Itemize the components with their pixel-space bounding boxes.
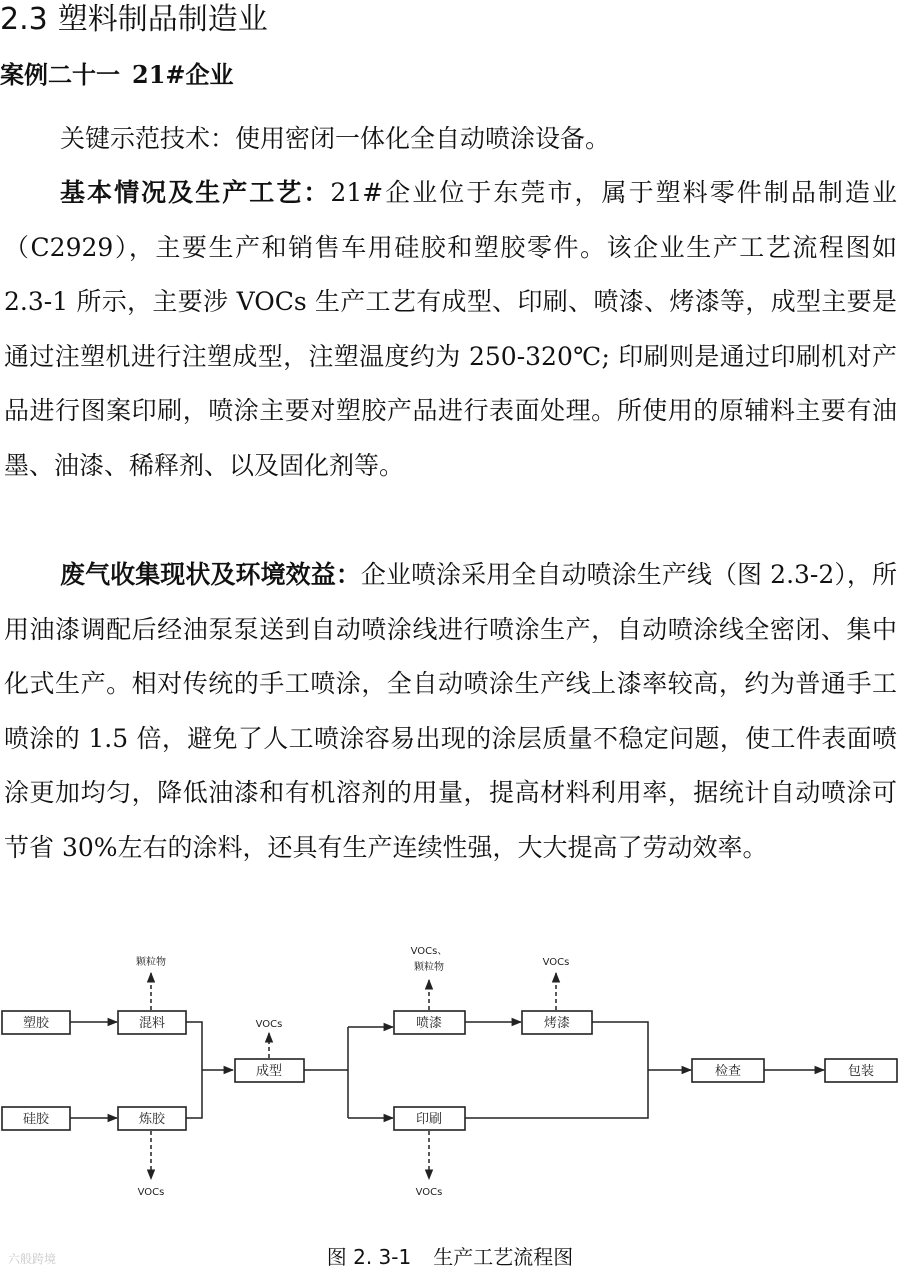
node-bake: [522, 1011, 592, 1034]
emission-label-spray-line1: VOCs、: [410, 946, 448, 957]
node-bake-label: 烤漆: [543, 1016, 571, 1031]
node-print-label: 印刷: [415, 1112, 443, 1127]
node-pack-label: 包装: [847, 1064, 875, 1079]
node-molding-label: 成型: [255, 1064, 283, 1079]
section-title: 塑料制品制造业: [57, 2, 268, 37]
figure-caption: [0, 1242, 900, 1272]
caption-number: 图 2. 3-1: [326, 1245, 412, 1269]
emission-label-bake: VOCs: [542, 957, 570, 968]
node-mixing: [118, 1011, 186, 1034]
waste-gas-text: 企业喷涂采用全自动喷涂生产线（图 2.3-2），所用油漆调配后经油泵泵送到自动喷涂线进行喷涂生产，自动喷涂线全密闭、集中化式生产。相对传统的手工喷涂，全自动喷涂生产线上漆率较高，约为普通手工喷涂的 1.5 倍，避免了人工喷涂容易出现的涂层质量不稳定问题，使工件表面喷涂更加均匀，降低油漆和有机溶剂的用量，提高材料利用率，据统计自动喷涂可节省 30%左右的涂料，还具有生产连续性强，大大提高了劳动效率。: [4, 560, 897, 862]
key-tech-paragraph: [4, 112, 897, 167]
node-inspect-label: 检查: [714, 1064, 742, 1079]
node-plastic: [2, 1011, 70, 1034]
waste-gas-paragraph: [4, 548, 897, 875]
caption-title: 生产工艺流程图: [433, 1245, 574, 1269]
key-tech-lead: 关键示范技术：: [60, 124, 236, 153]
case-company: 21#企业: [132, 60, 234, 89]
node-mixing-label: 混料: [138, 1016, 166, 1031]
node-plastic-label: 塑胶: [22, 1016, 50, 1031]
emission-label-refining: VOCs: [137, 1187, 165, 1198]
emission-label-mixing: 颗粒物: [136, 957, 166, 968]
connector-mixing-out: [186, 1022, 202, 1118]
node-refining: [118, 1107, 186, 1130]
node-molding: [235, 1059, 304, 1082]
node-inspect: [692, 1059, 764, 1082]
key-tech-text: 使用密闭一体化全自动喷涂设备。: [235, 124, 611, 153]
section-heading: [0, 2, 268, 38]
node-silicone-label: 硅胶: [22, 1112, 50, 1127]
node-pack: [825, 1059, 897, 1082]
node-refining-label: 炼胶: [138, 1112, 166, 1127]
case-label: 案例二十一: [0, 60, 120, 89]
basic-info-text: 21#企业位于东莞市，属于塑料零件制品制造业（C2929），主要生产和销售车用硅胶和塑胶零件。该企业生产工艺流程图如 2.3-1 所示，主要涉 VOCs 生产工艺有成型、印刷、喷漆、烤漆等，成型主要是通过注塑机进行注塑成型，注塑温度约为 250-320℃; 印刷则是通过印刷机对产品进行图案印刷，喷涂主要对塑胶产品进行表面处理。所使用的原辅料主要有油墨、油漆、稀释剂、以及固化剂等。: [4, 178, 897, 480]
connector-bake-out: [465, 1022, 648, 1118]
node-spray: [394, 1011, 465, 1034]
basic-info-paragraph: [4, 166, 897, 493]
case-heading: [0, 58, 234, 92]
node-silicone: [2, 1107, 70, 1130]
node-spray-label: 喷漆: [415, 1016, 443, 1031]
watermark: 六般跨境: [8, 1252, 57, 1266]
node-print: [394, 1107, 465, 1130]
waste-gas-lead: 废气收集现状及环境效益：: [60, 560, 361, 589]
emission-label-print: VOCs: [415, 1187, 443, 1198]
section-number: 2.3: [0, 2, 48, 37]
process-flowchart: [0, 935, 900, 1235]
emission-label-spray-line2: 颗粒物: [414, 962, 444, 973]
basic-info-lead: 基本情况及生产工艺：: [60, 178, 331, 207]
emission-label-molding: VOCs: [255, 1019, 283, 1030]
